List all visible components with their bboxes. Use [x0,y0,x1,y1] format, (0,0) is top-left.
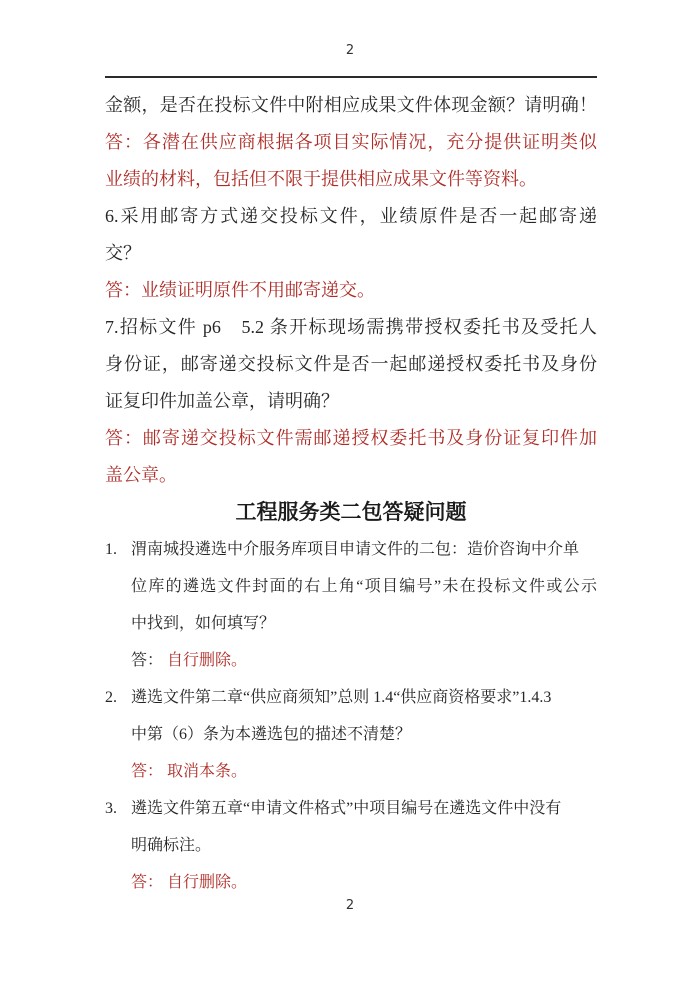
section-carryover-qa [105,87,597,494]
question-line: 6.采用邮寄方式递交投标文件，业绩原件是否一起邮寄递 [105,206,597,226]
question-text: 渭南城投遴选中介服务库项目申请文件的二包：造价咨询中介单 [131,541,580,558]
question-line: 位库的遴选文件封面的右上角“项目编号”未在投标文件或公示 [131,578,597,595]
question-line: 交？ [105,243,141,263]
answer-line: 盖公章。 [105,465,177,485]
answer-text: 自行删除。 [167,874,248,891]
answer-label: 答： [131,763,164,780]
list-item-number: 2. [105,689,117,706]
list-item-line [105,790,597,827]
header-rule [105,76,597,78]
answer-line: 答：邮寄递交投标文件需邮递授权委托书及身份证复印件加 [105,428,597,448]
footer-page-number: 2 [345,898,355,913]
question-text: 遴选文件第五章“申请文件格式”中项目编号在遴选文件中没有 [131,800,562,817]
answer-line: 答：各潜在供应商根据各项目实际情况，充分提供证明类似 [105,132,597,152]
list-item-line [105,531,597,568]
section-heading: 工程服务类二包答疑问题 [235,501,467,524]
question-line: 金额，是否在投标文件中附相应成果文件体现金额？请明确！ [105,95,597,115]
list-item-number: 1. [105,541,117,558]
question-line: 中找到，如何填写？ [131,615,276,632]
question-line: 中第（6）条为本遴选包的描述不清楚？ [131,726,412,743]
answer-label: 答： [131,652,164,669]
list-item-number: 3. [105,800,117,817]
answer-text: 自行删除。 [167,652,248,669]
list-item-line [105,679,597,716]
section-package2-qa [105,531,597,901]
question-line: 明确标注。 [131,837,212,854]
answer-label: 答： [131,874,164,891]
question-line: 身份证，邮寄递交投标文件是否一起邮递授权委托书及身份 [105,354,597,374]
question-line: 证复印件加盖公章，请明确？ [105,391,339,411]
answer-text: 取消本条。 [167,763,248,780]
header-page-number: 2 [345,43,355,58]
answer-line [105,642,597,679]
answer-line: 答：业绩证明原件不用邮寄递交。 [105,280,375,300]
answer-line: 业绩的材料，包括但不限于提供相应成果文件等资料。 [105,169,537,189]
answer-line [105,753,597,790]
question-line: 7.招标文件 p6 5.2 条开标现场需携带授权委托书及受托人 [105,317,597,337]
question-text: 遴选文件第二章“供应商须知”总则 1.4“供应商资格要求”1.4.3 [131,689,552,706]
answer-line [105,864,597,901]
